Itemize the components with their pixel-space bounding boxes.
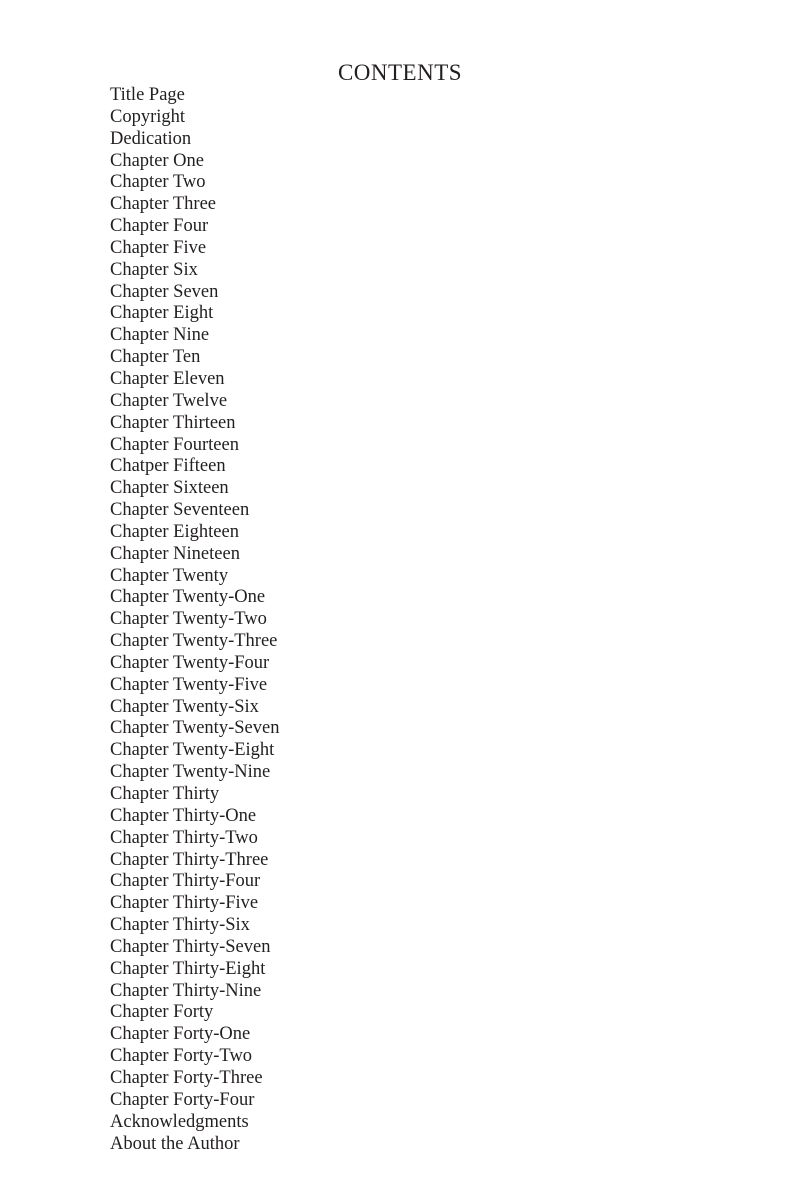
toc-list xyxy=(110,85,279,1155)
toc-entry-link[interactable]: Chapter Eighteen xyxy=(110,521,239,542)
toc-entry-link[interactable]: Chapter Thirty-Seven xyxy=(110,936,271,957)
toc-entry-link[interactable]: Chapter Twenty xyxy=(110,565,229,586)
toc-entry-link[interactable]: Dedication xyxy=(110,128,192,149)
toc-entry-link[interactable]: Chapter Twenty-Seven xyxy=(110,718,280,739)
toc-entry-link[interactable]: Chapter Five xyxy=(110,237,207,258)
toc-entry-link[interactable]: Chapter Twenty-Two xyxy=(110,609,267,630)
toc-entry-link[interactable]: Chapter Forty-Three xyxy=(110,1067,263,1088)
toc-entry-link[interactable]: Chapter Forty-One xyxy=(110,1024,251,1045)
toc-entry-link[interactable]: About the Author xyxy=(110,1133,240,1154)
toc-entry-link[interactable]: Chapter Thirty-Five xyxy=(110,893,259,914)
toc-entry-link[interactable]: Chapter Two xyxy=(110,172,206,193)
toc-entry-link[interactable]: Chapter Forty-Two xyxy=(110,1046,253,1067)
toc-entry-link[interactable]: Chapter Sixteen xyxy=(110,478,229,499)
toc-entry-link[interactable]: Chapter Twelve xyxy=(110,390,228,411)
toc-entry-link[interactable]: Chapter Six xyxy=(110,259,198,280)
toc-entry-link[interactable]: Chapter Twenty-One xyxy=(110,587,266,608)
toc-entry-link[interactable]: Chapter Twenty-Nine xyxy=(110,762,271,783)
toc-entry-link[interactable]: Chapter Thirty-Nine xyxy=(110,980,262,1001)
toc-entry-link[interactable]: Chapter Forty-Four xyxy=(110,1089,255,1110)
toc-entry-link[interactable]: Chapter Thirty-Two xyxy=(110,827,258,848)
toc-entry-link[interactable]: Chapter Eight xyxy=(110,303,214,324)
toc-entry-link[interactable]: Chapter Seven xyxy=(110,281,219,302)
toc-entry-link[interactable]: Chapter Twenty-Four xyxy=(110,652,270,673)
toc-entry-link[interactable]: Chapter Thirty xyxy=(110,784,220,804)
toc-entry-link[interactable]: Chapter Ten xyxy=(110,347,201,368)
toc-entry-link[interactable]: Chapter Twenty-Eight xyxy=(110,740,275,761)
toc-entry-link[interactable]: Acknowledgments xyxy=(110,1111,249,1132)
toc-entry-link[interactable]: Chapter Nineteen xyxy=(110,543,240,564)
contents-heading: CONTENTS xyxy=(337,60,463,85)
toc-entry-link[interactable]: Chapter Thirty-One xyxy=(110,805,257,826)
toc-entry-link[interactable]: Chapter Thirty-Six xyxy=(110,915,250,936)
toc-entry-link[interactable]: Chapter Twenty-Five xyxy=(110,674,268,695)
toc-entry-link[interactable]: Chapter Three xyxy=(110,194,216,215)
toc-entry-link[interactable]: Chapter Eleven xyxy=(110,368,225,389)
toc-entry-link[interactable]: Chatper Fifteen xyxy=(110,456,226,477)
toc-entry-link[interactable]: Chapter Fourteen xyxy=(110,434,239,455)
toc-entry-link[interactable]: Chapter Thirteen xyxy=(110,412,236,433)
toc-entry-link[interactable]: Chapter One xyxy=(110,150,205,171)
toc-entry-link[interactable]: Chapter Seventeen xyxy=(110,500,250,521)
toc-entry-link[interactable]: Chapter Thirty-Three xyxy=(110,849,269,870)
toc-entry-link[interactable]: Title Page xyxy=(110,85,185,105)
toc-entry-link[interactable]: Chapter Forty xyxy=(110,1002,214,1023)
toc-entry-link[interactable]: Chapter Thirty-Eight xyxy=(110,958,266,979)
toc-entry-link[interactable]: Chapter Twenty-Six xyxy=(110,696,259,717)
toc-entry-link[interactable]: Chapter Nine xyxy=(110,325,210,346)
toc-entry-link[interactable]: Chapter Twenty-Three xyxy=(110,631,278,652)
toc-entry-link[interactable]: Chapter Four xyxy=(110,216,209,237)
toc-entry-link[interactable]: Copyright xyxy=(110,106,186,127)
toc-entry-link[interactable]: Chapter Thirty-Four xyxy=(110,871,261,892)
